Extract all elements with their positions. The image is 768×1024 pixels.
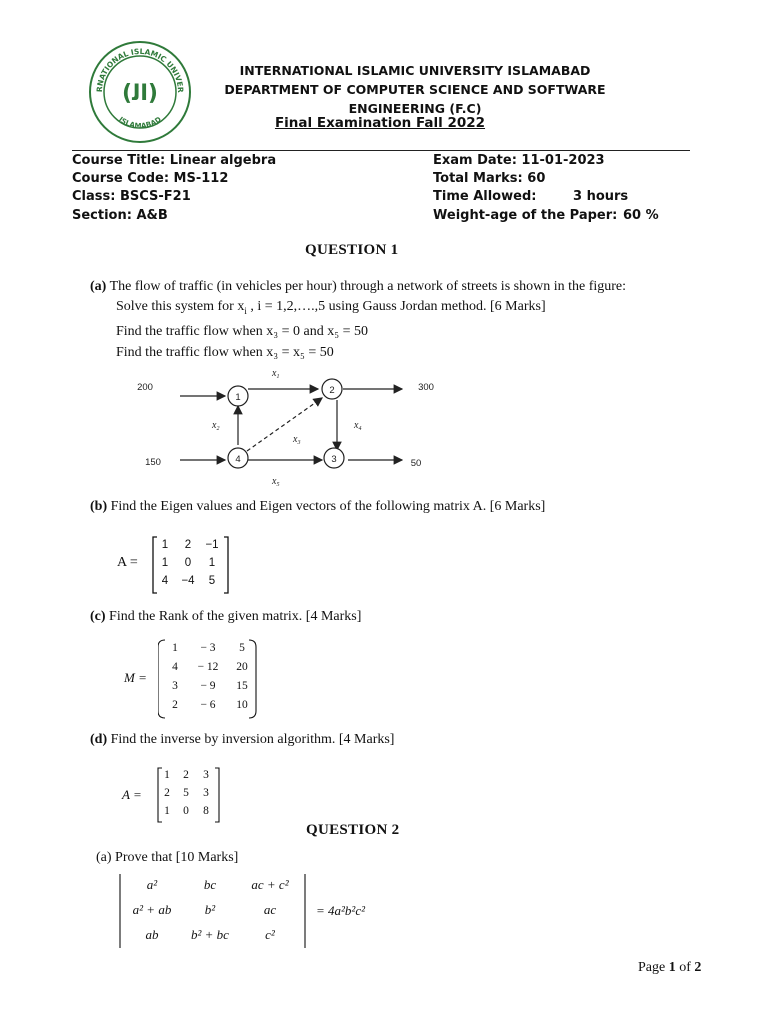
output-50: 50 [410,458,422,469]
weightage [433,207,659,225]
matrix-a-eigen-cell: 1 [161,539,169,551]
matrix-inverse-row [158,784,216,802]
matrix-inverse-cell: 3 [203,769,209,781]
determinant-table [123,872,301,947]
determinant-cell: ac + c² [251,876,289,892]
matrix-inverse-cell: 1 [164,805,170,817]
matrix-a-eigen [152,535,222,589]
q1b-label: (b) [90,499,108,514]
logo-mark: (ﺍﻟ) [122,81,158,106]
q1d-text: Find the inverse by inversion algorithm. [4 Marks] [110,732,395,747]
question-2-title: QUESTION 2 [306,822,400,838]
time-value: 3 hours [573,189,629,205]
matrix-inverse-row [158,802,216,820]
weightage-label: Weight-age of the Paper: [433,207,618,223]
q1a-label: (a) [90,279,107,294]
traffic-network-figure [120,360,450,490]
determinant-cell: b² + bc [191,926,229,942]
logo-text-bottom: ISLAMABAD [117,115,163,131]
matrix-m-cell: 4 [172,660,178,673]
matrix-inverse-cell: 2 [183,769,189,781]
matrix-m-table [161,638,257,714]
matrix-m-row [161,676,257,695]
matrix-a-eigen-row [154,554,224,572]
input-200: 200 [137,382,153,393]
determinant-row [123,897,301,922]
q1a-line2-sub: i [244,305,247,316]
matrix-a-eigen-row [154,536,224,554]
question-1c [90,607,361,627]
matrix-a-eigen-cell: 0 [184,557,192,569]
q1b-text: Find the Eigen values and Eigen vectors of the following matrix A. [6 Marks] [110,499,546,514]
time-label: Time Allowed: [433,189,537,205]
matrix-m-cell: − 6 [200,698,216,711]
edge-x3 [247,398,322,451]
matrix-a-eigen-cell: 5 [208,575,216,587]
matrix-inv-name: A = [122,787,142,802]
exam-title: Final Examination Fall 2022 [274,115,486,131]
q1c-label: (c) [90,609,106,624]
total-marks: Total Marks: 60 [433,171,546,187]
question-1-title: QUESTION 1 [305,242,399,258]
page-total: 2 [694,960,702,975]
exam-date: Exam Date: 11-01-2023 [433,153,605,168]
matrix-m-row [161,695,257,714]
q1d-label: (d) [90,732,108,747]
determinant-cell: a² [146,876,158,892]
time-allowed [433,188,659,206]
university-header [190,61,640,118]
determinant-cell: a² + ab [132,901,172,917]
determinant-cell: b² [204,901,216,917]
section: Section: A&B [72,207,168,223]
matrix-m-rank [158,638,254,714]
page-footer [638,960,701,976]
svg-text:ISLAMABAD [117,115,163,130]
class: Class: BSCS-F21 [72,189,191,205]
matrix-a-eigen-cell: 1 [208,557,216,569]
q2a-label: (a) [96,850,112,865]
q1a-line4: Find the traffic flow when x₃ = x₅ = 50 [116,344,334,360]
matrix-m-row [161,657,257,676]
determinant-row [123,872,301,897]
matrix-a-eigen-cell: 2 [184,539,192,551]
determinant-cell: ab [145,926,159,942]
determinant [119,872,297,947]
q1a-line3: Find the traffic flow when x₃ = 0 and x₅ = 50 [116,323,368,339]
logo-text-top: RNATIONAL ISLAMIC UNIVER [94,46,186,93]
matrix-m-cell: 10 [236,698,248,711]
matrix-m-name: M = [124,670,147,685]
matrix-a-eigen-cell: 1 [161,557,169,569]
matrix-inverse-table [158,766,216,820]
matrix-inverse-cell: 5 [183,787,189,799]
question-1d [90,730,394,750]
matrix-m-row [161,638,257,657]
matrix-m-cell: 20 [236,660,248,673]
question-2a [96,848,238,868]
q1a-text: The flow of traffic (in vehicles per hour) through a network of streets is shown in the figure: [109,279,627,294]
q1a-line2: Solve this system for x [116,299,245,314]
node-2-label: 2 [329,385,335,396]
course-title: Course Title: Linear algebra [72,153,277,168]
matrix-m-cell: − 3 [200,641,216,654]
matrix-m-cell: − 12 [197,660,219,673]
determinant-cell: bc [203,876,217,892]
matrix-m-cell: − 9 [200,679,216,692]
node-3-label: 3 [331,454,337,465]
page-number: 1 [668,960,676,975]
label-x4: $x_4$ [354,420,362,432]
label-x1: $x_1$ [272,368,280,380]
matrix-inverse [157,766,215,820]
node-4-label: 4 [235,454,241,465]
header-divider [72,150,690,151]
matrix-a-eigen-row [154,572,224,590]
matrix-a-eigen-cell: −4 [181,575,195,587]
university-logo [88,40,192,144]
determinant-cell: c² [265,926,275,942]
matrix-inverse-cell: 8 [203,805,209,817]
determinant-row [123,922,301,947]
matrix-inverse-cell: 1 [164,769,170,781]
page-mid: of [675,960,695,975]
matrix-a-eigen-table [154,536,224,590]
matrix-m-cell: 5 [239,641,245,654]
course-info-left [72,152,276,225]
question-1b [90,497,545,517]
matrix-m-cell: 3 [172,679,178,692]
matrix-m-cell: 2 [172,698,178,711]
university-name: INTERNATIONAL ISLAMIC UNIVERSITY ISLAMABAD [239,63,591,78]
course-code: Course Code: MS-112 [72,171,229,187]
weightage-value: 60 % [623,207,659,223]
determinant-cell: ac [263,901,277,917]
matrix-inverse-cell: 3 [203,787,209,799]
matrix-m-cell: 1 [172,641,178,654]
matrix-a-eigen-cell: 4 [161,575,169,587]
label-x3: $x_3$ [293,434,301,446]
node-1-label: 1 [235,392,241,403]
page-prefix: Page [638,960,669,975]
matrix-inverse-row [158,766,216,784]
question-1a [90,277,690,363]
matrix-a-eigen-cell: −1 [205,539,219,551]
course-info-right [433,152,659,225]
label-x5: $x_5$ [272,476,280,488]
matrix-a-name: A = [117,555,138,570]
determinant-rhs: = 4a²b²c² [316,903,365,918]
matrix-m-cell: 15 [236,679,248,692]
matrix-inverse-cell: 2 [164,787,170,799]
input-150: 150 [145,457,161,468]
output-300: 300 [418,382,434,393]
q1a-line2-rest: , i = 1,2,….,5 using Gauss Jordan method. [6 Marks] [246,299,546,314]
label-x2: $x_2$ [212,420,220,432]
q2a-text: Prove that [10 Marks] [115,850,239,865]
department-name: DEPARTMENT OF COMPUTER SCIENCE AND SOFTWARE ENGINEERING (F.C) [224,82,606,116]
q1c-text: Find the Rank of the given matrix. [4 Marks] [109,609,362,624]
matrix-inverse-cell: 0 [183,805,189,817]
